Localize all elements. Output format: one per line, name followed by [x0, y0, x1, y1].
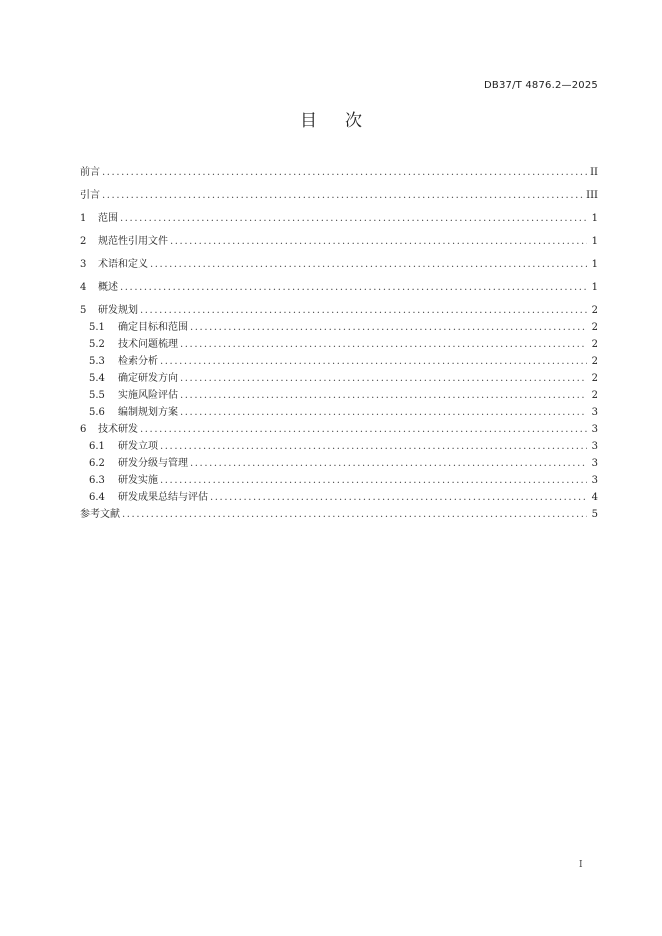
toc-entry-label: 术语和定义: [98, 259, 148, 270]
toc-entry-page: 2: [591, 356, 598, 367]
toc-entry-page: 3: [591, 458, 598, 469]
toc-entry-introduction[interactable]: [80, 190, 598, 207]
toc-entry-label: 技术研发: [98, 424, 138, 435]
toc-leader-dots: [122, 509, 587, 521]
toc-entry-2[interactable]: [80, 236, 598, 253]
toc-entry-label: 参考文献: [80, 509, 120, 520]
toc-entry-number: 4: [80, 282, 87, 293]
toc-entry-page: 2: [591, 373, 598, 384]
toc-entry-6-1[interactable]: [80, 441, 598, 458]
toc-entry-number: 1: [80, 213, 87, 224]
toc-entry-label: 规范性引用文件: [98, 236, 168, 247]
toc-entry-number: 6.4: [89, 492, 105, 503]
toc-entry-number: 5.3: [89, 356, 105, 367]
toc-entry-page: 3: [591, 475, 598, 486]
toc-entry-label: 技术问题梳理: [118, 339, 178, 350]
toc-entry-3[interactable]: [80, 259, 598, 276]
toc-entry-6[interactable]: [80, 424, 598, 441]
toc-leader-dots: [180, 407, 587, 419]
toc-leader-dots: [140, 305, 587, 317]
toc-leader-dots: [190, 458, 587, 470]
page-number: I: [579, 860, 583, 870]
toc-entry-label: 检索分析: [118, 356, 158, 367]
toc-entry-5-3[interactable]: [80, 356, 598, 373]
toc-entry-page: 2: [591, 305, 598, 316]
toc-entry-5-1[interactable]: [80, 322, 598, 339]
toc-entry-number: 5.4: [89, 373, 105, 384]
toc-entry-page: 1: [591, 282, 598, 293]
toc-entry-label: 概述: [98, 282, 118, 293]
toc-entry-page: 1: [591, 236, 598, 247]
toc-entry-page: 1: [591, 259, 598, 270]
toc-entry-1[interactable]: [80, 213, 598, 230]
toc-entry-page: 3: [591, 441, 598, 452]
toc-entry-5[interactable]: [80, 305, 598, 322]
toc-entry-page: 2: [591, 339, 598, 350]
toc-entry-label: 研发成果总结与评估: [118, 492, 208, 503]
toc-entry-label: 确定目标和范围: [118, 322, 188, 333]
toc-entry-label: 研发规划: [98, 305, 138, 316]
toc-leader-dots: [102, 190, 583, 202]
toc-entry-number: 5.2: [89, 339, 105, 350]
table-of-contents: [80, 167, 598, 526]
toc-entry-6-4[interactable]: [80, 492, 598, 509]
toc-entry-4[interactable]: [80, 282, 598, 299]
toc-entry-number: 5: [80, 305, 87, 316]
toc-entry-label: 前言: [80, 167, 100, 178]
toc-entry-number: 5.1: [89, 322, 105, 333]
toc-entry-number: 6.2: [89, 458, 105, 469]
document-code: DB37/T 4876.2—2025: [484, 80, 598, 91]
toc-entry-foreword[interactable]: [80, 167, 598, 184]
page-title: 目次: [300, 111, 390, 131]
toc-entry-page: 5: [591, 509, 598, 520]
toc-leader-dots: [180, 339, 587, 351]
toc-entry-number: 3: [80, 259, 87, 270]
toc-entry-5-5[interactable]: [80, 390, 598, 407]
toc-entry-number: 5.5: [89, 390, 105, 401]
toc-entry-label: 引言: [80, 190, 100, 201]
toc-entry-5-2[interactable]: [80, 339, 598, 356]
toc-leader-dots: [150, 259, 587, 271]
toc-entry-label: 范围: [98, 213, 118, 224]
toc-entry-references[interactable]: [80, 509, 598, 526]
toc-entry-5-4[interactable]: [80, 373, 598, 390]
toc-leader-dots: [190, 322, 587, 334]
toc-entry-number: 6.1: [89, 441, 105, 452]
toc-leader-dots: [210, 492, 587, 504]
toc-entry-6-2[interactable]: [80, 458, 598, 475]
toc-entry-page: 2: [591, 322, 598, 333]
toc-leader-dots: [180, 390, 587, 402]
toc-leader-dots: [140, 424, 587, 436]
toc-entry-label: 编制规划方案: [118, 407, 178, 418]
toc-entry-5-6[interactable]: [80, 407, 598, 424]
toc-entry-6-3[interactable]: [80, 475, 598, 492]
toc-entry-page: 2: [591, 390, 598, 401]
toc-leader-dots: [170, 236, 587, 248]
toc-leader-dots: [120, 213, 587, 225]
toc-entry-label: 研发立项: [118, 441, 158, 452]
toc-entry-page: 4: [591, 492, 598, 503]
toc-entry-number: 2: [80, 236, 87, 247]
toc-entry-page: 3: [591, 424, 598, 435]
toc-entry-number: 6: [80, 424, 87, 435]
toc-leader-dots: [160, 356, 587, 368]
toc-entry-page: 3: [591, 407, 598, 418]
toc-entry-page: II: [590, 167, 598, 178]
toc-entry-label: 实施风险评估: [118, 390, 178, 401]
toc-entry-page: 1: [591, 213, 598, 224]
toc-entry-label: 研发分级与管理: [118, 458, 188, 469]
toc-entry-number: 6.3: [89, 475, 105, 486]
toc-leader-dots: [180, 373, 587, 385]
toc-leader-dots: [102, 167, 587, 179]
toc-entry-label: 研发实施: [118, 475, 158, 486]
toc-leader-dots: [160, 441, 587, 453]
toc-entry-page: III: [586, 190, 598, 201]
toc-leader-dots: [120, 282, 587, 294]
toc-entry-label: 确定研发方向: [118, 373, 178, 384]
toc-entry-number: 5.6: [89, 407, 105, 418]
toc-leader-dots: [160, 475, 587, 487]
